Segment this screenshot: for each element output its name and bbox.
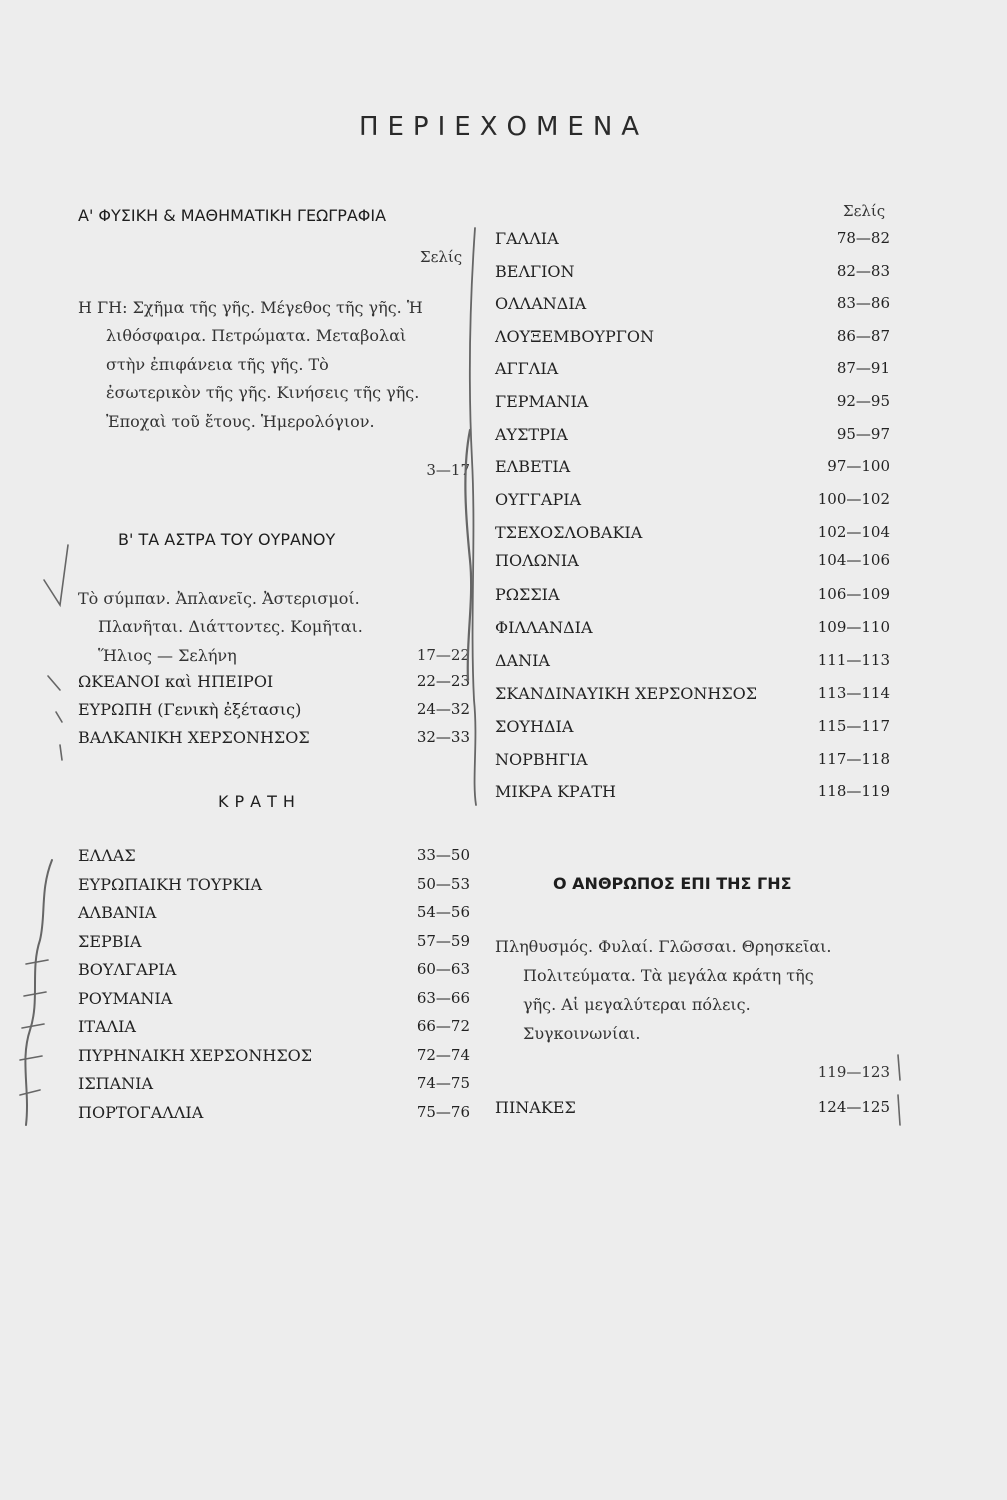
page-title: ΠΕΡΙΕΧΟΜΕΝΑ	[358, 112, 649, 142]
item-label: ΙΣΠΑΝΙΑ	[78, 1074, 154, 1093]
section-b-heading: Β' ΤΑ ΑΣΤΡΑ ΤΟΥ ΟΥΡΑΝΟΥ	[118, 530, 336, 549]
margin-check-mark	[48, 676, 60, 690]
margin-check-mark	[44, 545, 68, 605]
item-pages: 22—23	[416, 672, 470, 690]
list-item	[78, 903, 470, 931]
item-label: ΓΕΡΜΑΝΙΑ	[495, 392, 589, 411]
list-item	[495, 551, 890, 579]
list-item	[495, 457, 890, 485]
item-label: ΑΛΒΑΝΙΑ	[78, 903, 157, 922]
item-pages: 74—75	[416, 1074, 470, 1092]
item-pages: 50—53	[416, 874, 470, 893]
item-label: ΩΚΕΑΝΟΙ καὶ ΗΠΕΙΡΟΙ	[78, 672, 274, 691]
section-a-entry-pages: 3—17	[426, 460, 470, 479]
margin-check-mark	[60, 745, 62, 760]
item-pages: 87—91	[836, 359, 890, 378]
item-pages: 54—56	[416, 903, 470, 921]
section-b-entry	[78, 585, 470, 671]
item-pages: 33—50	[416, 846, 470, 864]
list-item	[78, 672, 470, 700]
list-item	[78, 728, 470, 756]
item-label: ΦΙΛΛΑΝΔΙΑ	[495, 618, 593, 637]
item-pages: 75—76	[416, 1102, 470, 1121]
list-item	[495, 490, 890, 518]
item-pages: 82—83	[836, 261, 890, 280]
item-label: ΣΕΡΒΙΑ	[78, 931, 142, 951]
list-item	[78, 700, 470, 728]
right-pages-label: Σελίς	[843, 202, 886, 220]
item-label: ΠΟΡΤΟΓΑΛΛΙΑ	[78, 1102, 204, 1122]
section-b-entry-text: Τὸ σύμπαν. Ἀπλανεῖς. Ἀστερισμοί. Πλανῆται. Διάττοντες. Κομῆται. Ἥλιος — Σελήνη	[78, 589, 363, 665]
item-pages: 117—118	[817, 750, 890, 768]
section-man-heading: Ο ΑΝΘΡΩΠΟΣ ΕΠΙ ΤΗΣ ΓΗΣ	[553, 874, 792, 893]
item-pages: 86—87	[836, 326, 890, 345]
item-pages: 97—100	[827, 457, 890, 476]
item-label: ΕΛΛΑΣ	[78, 846, 136, 865]
item-pages: 60—63	[416, 960, 470, 978]
right-states-list	[495, 229, 890, 814]
list-item	[495, 717, 890, 745]
list-item	[495, 618, 890, 646]
margin-scribble	[25, 860, 52, 1125]
section-a-entry-text: Η ΓΗ: Σχῆμα τῆς γῆς. Μέγεθος τῆς γῆς. Ἡ λιθόσφαιρα. Πετρώματα. Μεταβολαὶ στὴν ἐπιφάνεια τῆς γῆς. Τὸ ἐσωτερικὸν τῆς γῆς. Κινήσεις τῆς γῆς. Ἐποχαὶ τοῦ ἔτους. Ἡμερολόγιον.	[78, 298, 423, 431]
section-man-entry-text: Πληθυσμός. Φυλαί. Γλῶσσαι. Θρησκεῖαι. Πολιτεύματα. Τὰ μεγάλα κράτη τῆς γῆς. Αἱ μεγαλύτεραι πόλεις. Συγκοινωνίαι.	[495, 937, 832, 1043]
section-a-entry	[78, 294, 470, 494]
section-man-entry	[495, 932, 890, 1090]
item-label: ΑΥΣΤΡΙΑ	[495, 424, 568, 444]
item-pages: 109—110	[817, 618, 890, 636]
list-item	[78, 1103, 470, 1131]
list-item	[78, 846, 470, 874]
item-label: ΙΤΑΛΙΑ	[78, 1017, 136, 1036]
item-pages: 78—82	[836, 229, 890, 247]
item-pages: 57—59	[416, 931, 470, 950]
states-heading: ΚΡΑΤΗ	[218, 792, 301, 811]
list-item	[495, 651, 890, 679]
item-pages: 24—32	[416, 700, 470, 718]
section-man-entry-pages: 119—123	[817, 1062, 890, 1081]
item-pages: 92—95	[836, 392, 890, 410]
item-label: ΕΛΒΕΤΙΑ	[495, 457, 571, 477]
item-label: ΒΟΥΛΓΑΡΙΑ	[78, 960, 177, 979]
list-item	[78, 989, 470, 1017]
item-pages: 115—117	[817, 717, 890, 735]
item-pages: 104—106	[817, 551, 890, 569]
section-b-list	[78, 672, 470, 762]
column-divider-scribble	[470, 228, 476, 805]
list-item	[495, 750, 890, 778]
list-item	[78, 960, 470, 988]
item-label: ΕΥΡΩΠΑΙΚΗ ΤΟΥΡΚΙΑ	[78, 874, 263, 894]
margin-scribble	[20, 960, 48, 1095]
item-label: ΠΟΛΩΝΙΑ	[495, 551, 579, 570]
item-pages: 111—113	[817, 651, 890, 669]
item-label: ΠΥΡΗΝΑΙΚΗ ΧΕΡΣΟΝΗΣΟΣ	[78, 1045, 313, 1065]
list-item	[495, 684, 890, 712]
item-label: ΒΕΛΓΙΟΝ	[495, 261, 575, 281]
item-label: ΤΣΕΧΟΣΛΟΒΑΚΙΑ	[495, 523, 643, 542]
list-item	[495, 294, 890, 322]
list-item	[78, 1046, 470, 1074]
item-pages: 102—104	[817, 523, 890, 541]
item-label: ΣΟΥΗΔΙΑ	[495, 717, 574, 736]
item-pages: 106—109	[817, 585, 890, 603]
list-item	[495, 359, 890, 387]
item-pages: 32—33	[416, 728, 470, 746]
section-a-pages-label: Σελίς	[420, 248, 463, 266]
section-man-list	[495, 1098, 890, 1128]
item-label: ΟΥΓΓΑΡΙΑ	[495, 489, 582, 509]
item-pages: 124—125	[817, 1098, 890, 1116]
list-item	[78, 1017, 470, 1045]
list-item	[78, 875, 470, 903]
list-item	[495, 425, 890, 453]
item-label: ΟΛΛΑΝΔΙΑ	[495, 294, 587, 314]
item-pages: 113—114	[817, 684, 890, 702]
item-pages: 72—74	[416, 1045, 470, 1064]
section-b-entry-pages: 17—22	[416, 645, 470, 664]
list-item	[495, 262, 890, 290]
item-label: ΕΥΡΩΠΗ (Γενικὴ ἐξέτασις)	[78, 700, 302, 719]
tick-mark	[898, 1095, 900, 1125]
item-label: ΣΚΑΝΔΙΝΑΥΙΚΗ ΧΕΡΣΟΝΗΣΟΣ	[495, 684, 758, 703]
item-pages: 83—86	[836, 294, 890, 313]
list-item	[495, 585, 890, 613]
item-label: ΛΟΥΞΕΜΒΟΥΡΓΟΝ	[495, 326, 654, 346]
list-item	[495, 327, 890, 355]
item-label: ΜΙΚΡΑ ΚΡΑΤΗ	[495, 782, 616, 801]
item-label: ΡΟΥΜΑΝΙΑ	[78, 988, 173, 1008]
item-pages: 100—102	[817, 489, 890, 508]
list-item	[495, 392, 890, 420]
list-item	[78, 1074, 470, 1102]
item-label: ΔΑΝΙΑ	[495, 651, 550, 670]
item-pages: 95—97	[836, 424, 890, 443]
section-a-heading: Α' ΦΥΣΙΚΗ & ΜΑΘΗΜΑΤΙΚΗ ΓΕΩΓΡΑΦΙΑ	[78, 206, 387, 225]
item-label: ΠΙΝΑΚΕΣ	[495, 1098, 576, 1117]
item-pages: 118—119	[817, 782, 890, 800]
item-label: ΓΑΛΛΙΑ	[495, 229, 559, 248]
item-label: ΑΓΓΛΙΑ	[495, 359, 559, 379]
list-item	[495, 229, 890, 257]
item-label: ΝΟΡΒΗΓΙΑ	[495, 750, 588, 769]
list-item	[495, 1098, 890, 1126]
item-pages: 63—66	[416, 988, 470, 1007]
list-item	[78, 932, 470, 960]
list-item	[495, 782, 890, 810]
margin-check-mark	[56, 712, 62, 722]
item-label: ΒΑΛΚΑΝΙΚΗ ΧΕΡΣΟΝΗΣΟΣ	[78, 728, 310, 747]
states-list	[78, 846, 470, 1136]
tick-mark	[898, 1055, 900, 1080]
item-label: ΡΩΣΣΙΑ	[495, 585, 560, 604]
item-pages: 66—72	[416, 1017, 470, 1035]
list-item	[495, 523, 890, 551]
